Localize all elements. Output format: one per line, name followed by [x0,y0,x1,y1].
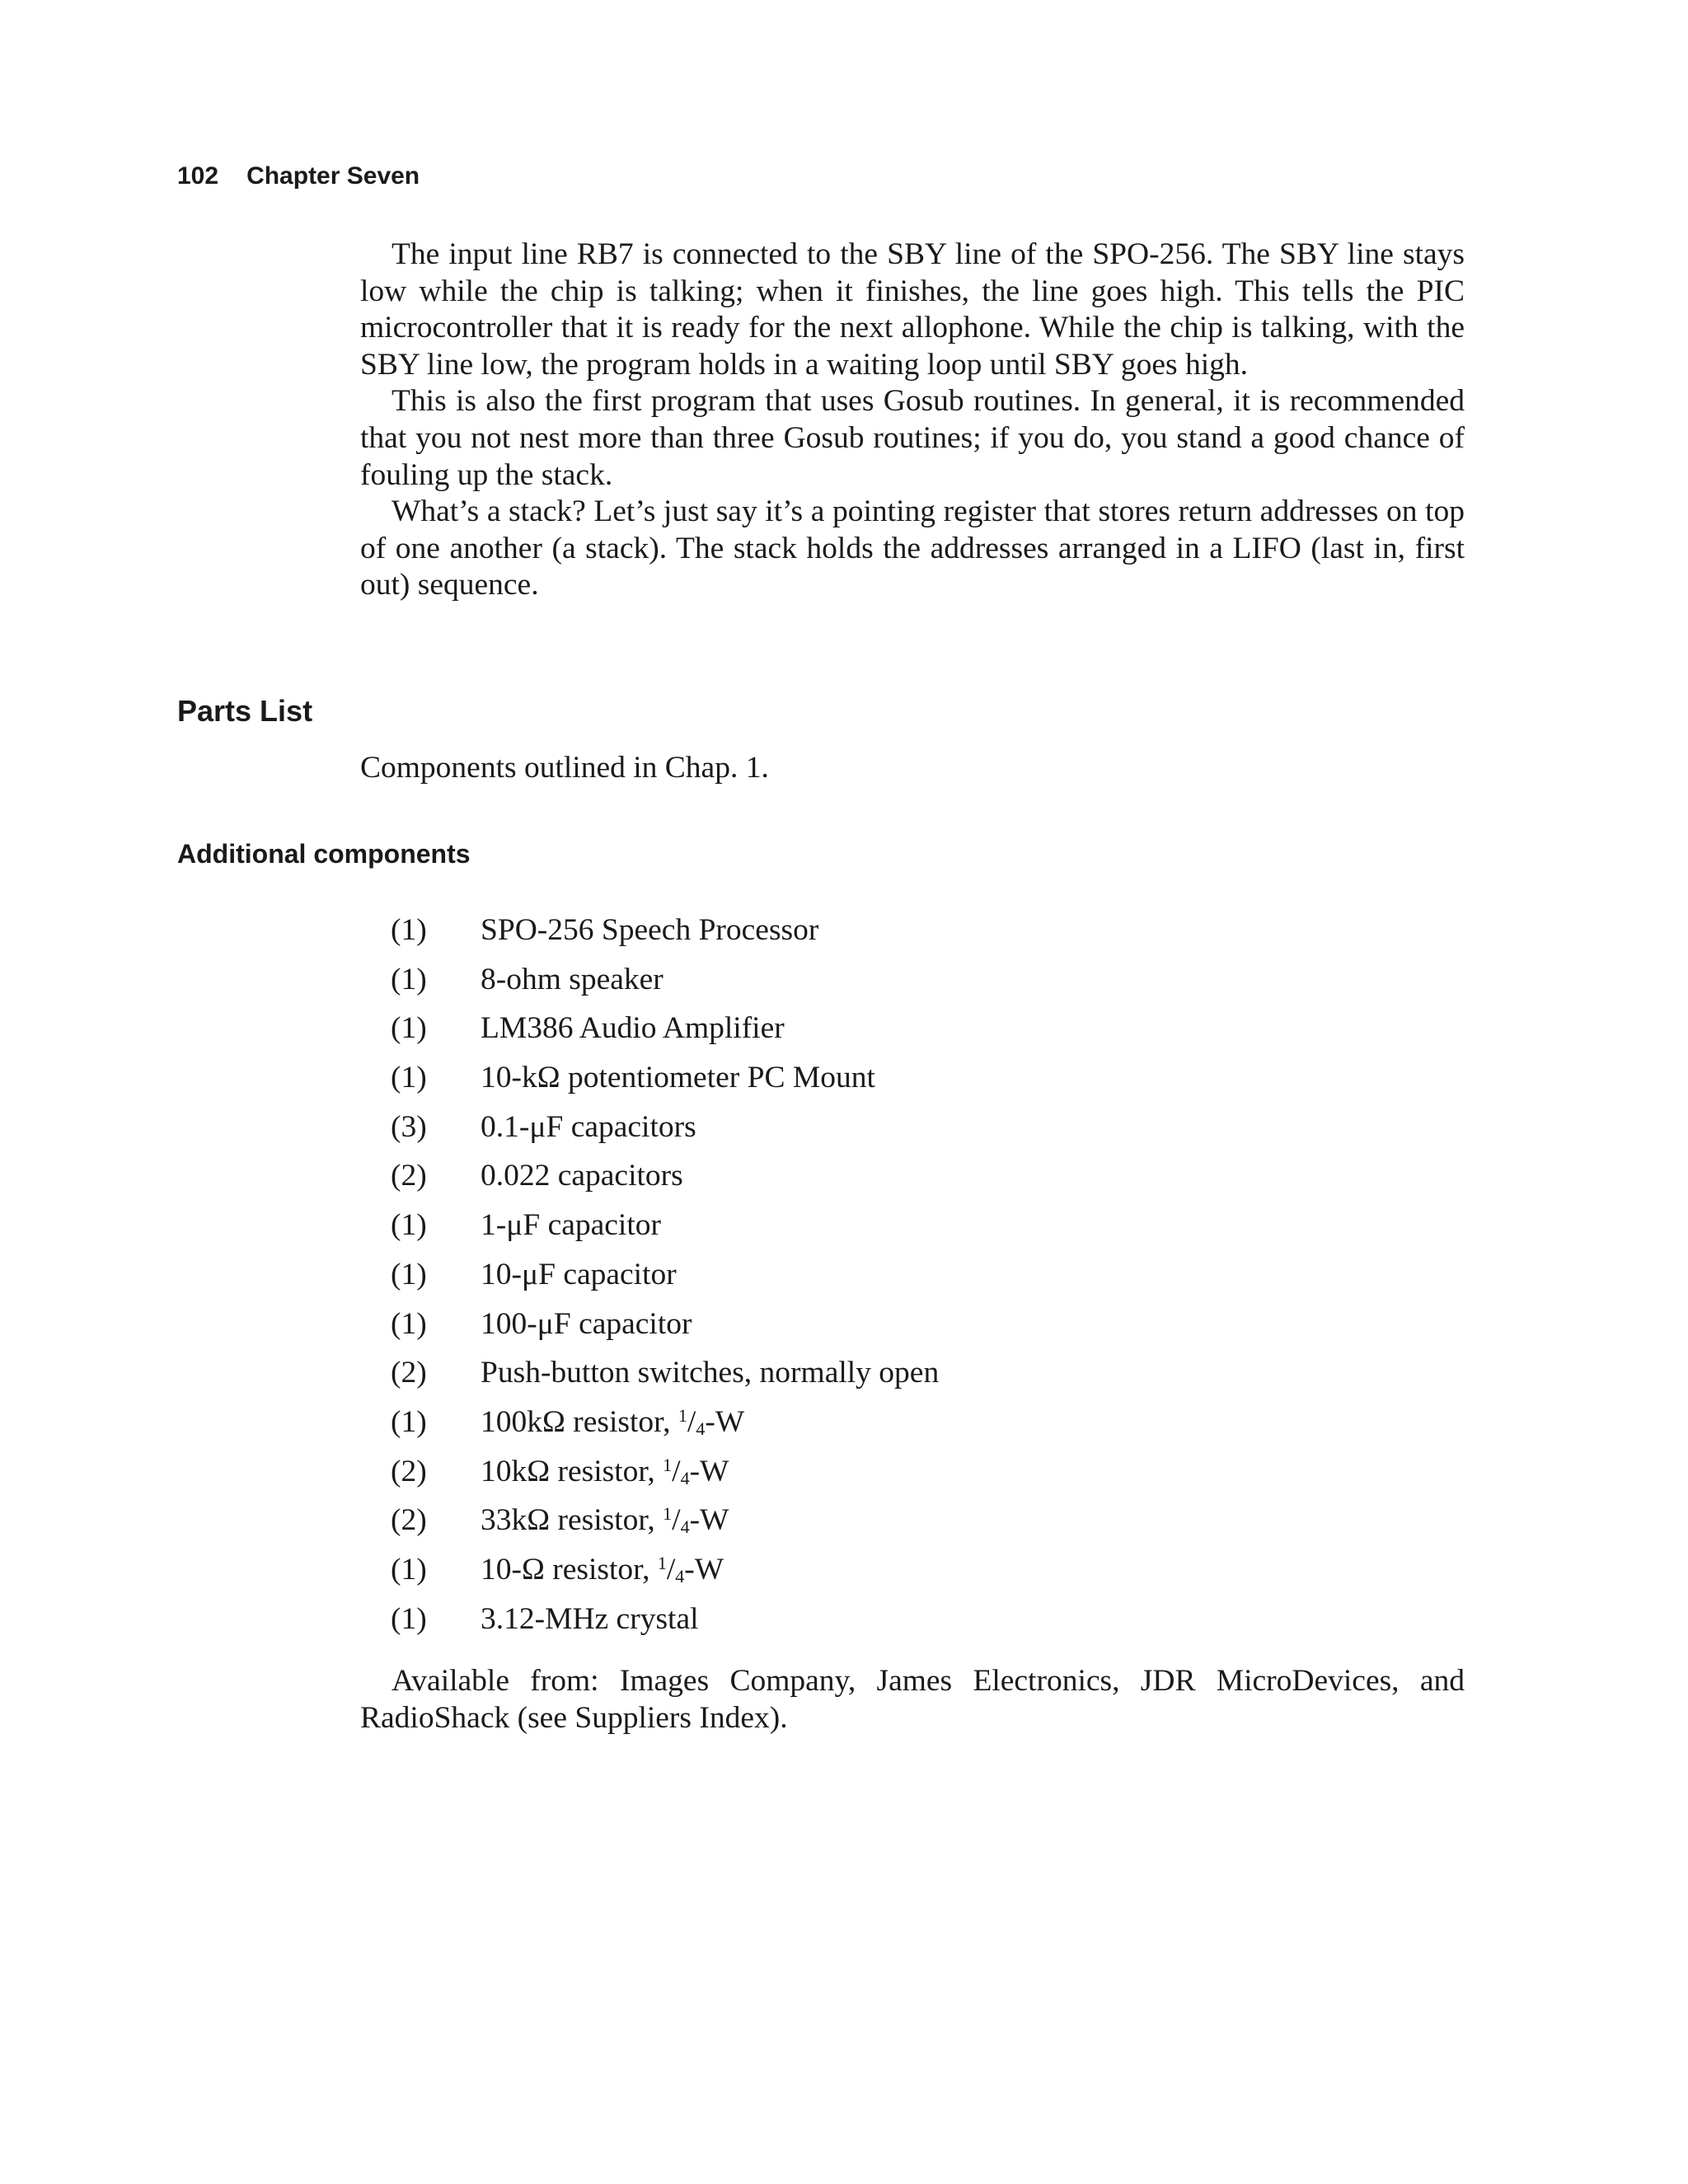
wattage-unit: -W [684,1552,724,1586]
item-quantity: (1) [391,1011,427,1046]
item-description: 10-kΩ potentiometer PC Mount [481,1061,875,1095]
item-quantity: (3) [391,1109,427,1144]
list-item [391,1257,939,1306]
item-quantity: (1) [391,1257,427,1291]
list-item [391,1306,939,1356]
item-description: 10-Ω resistor, [481,1552,650,1586]
item-quantity: (2) [391,1503,427,1538]
wattage-fraction: $^1/_4$ [663,1454,690,1488]
item-description: 3.12-MHz crystal [481,1601,699,1636]
item-description: 8-ohm speaker [481,962,663,996]
chapter-title: Chapter Seven [246,162,420,190]
list-item [391,1010,939,1060]
list-item [391,962,939,1011]
page-number: 102 [177,162,219,190]
parts-list [391,912,939,1650]
item-quantity: (1) [391,1552,427,1586]
wattage-fraction: $^1/_4$ [663,1503,690,1538]
item-description: 10kΩ resistor, [481,1454,655,1488]
paragraph: The input line RB7 is connected to the SBY line of the SPO-256. The SBY line stays low while the chip is talking; when it finishes, the line goes high. This tells the PIC microcontroller that it is ready for the next allophone. While the chip is talking, with the SBY line low, the program holds in a waiting loop until SBY goes high. [360,237,1465,382]
paragraph: What’s a stack? Let’s just say it’s a pointing register that stores return addresses on top of one another (a stack). The stack holds the addresses arranged in a LIFO (last in, first out) sequence. [360,494,1465,602]
item-description: Push-button switches, normally open [481,1356,940,1390]
availability-note [360,1663,1465,1736]
list-item [391,912,939,962]
list-item [391,1601,939,1651]
item-quantity: (1) [391,1061,427,1095]
item-quantity: (2) [391,1454,427,1488]
item-description: SPO-256 Speech Processor [481,913,819,947]
list-item [391,1060,939,1109]
item-quantity: (1) [391,1601,427,1636]
item-description: 100-μF capacitor [481,1306,692,1341]
item-quantity: (1) [391,1306,427,1341]
list-item [391,1404,939,1454]
item-description: 10-μF capacitor [481,1257,677,1291]
wattage-unit: -W [705,1404,745,1439]
item-quantity: (1) [391,962,427,996]
list-item [391,1502,939,1552]
wattage-fraction: $^1/_4$ [657,1552,685,1586]
list-item [391,1355,939,1404]
components-note-text: Components outlined in Chap. 1. [360,751,769,785]
item-description: 33kΩ resistor, [481,1503,655,1538]
list-item [391,1207,939,1257]
item-quantity: (1) [391,1208,427,1243]
item-description: 0.022 capacitors [481,1159,683,1193]
availability-text: Available from: Images Company, James Electronics, JDR MicroDevices, and RadioShack (see Suppliers Index). [360,1664,1465,1735]
wattage-fraction: $^1/_4$ [678,1404,706,1439]
item-description: 100kΩ resistor, [481,1404,671,1439]
item-quantity: (1) [391,1404,427,1439]
item-quantity: (2) [391,1356,427,1390]
subheading-additional-components: Additional components [177,839,471,869]
section-heading-parts-list: Parts List [177,694,313,728]
item-description: LM386 Audio Amplifier [481,1011,785,1046]
wattage-unit: -W [689,1454,729,1488]
wattage-unit: -W [689,1503,729,1538]
paragraph: This is also the first program that uses Gosub routines. In general, it is recommended that you not nest more than three Gosub routines; if you do, you stand a good chance of fouling up the stack. [360,384,1465,492]
list-item [391,1109,939,1159]
running-head [177,162,420,191]
item-quantity: (1) [391,913,427,947]
components-note [360,750,1465,787]
list-item [391,1158,939,1207]
list-item [391,1552,939,1601]
item-quantity: (2) [391,1159,427,1193]
item-description: 0.1-μF capacitors [481,1109,696,1144]
item-description: 1-μF capacitor [481,1208,661,1243]
intro-text [360,237,1465,604]
list-item [391,1454,939,1503]
